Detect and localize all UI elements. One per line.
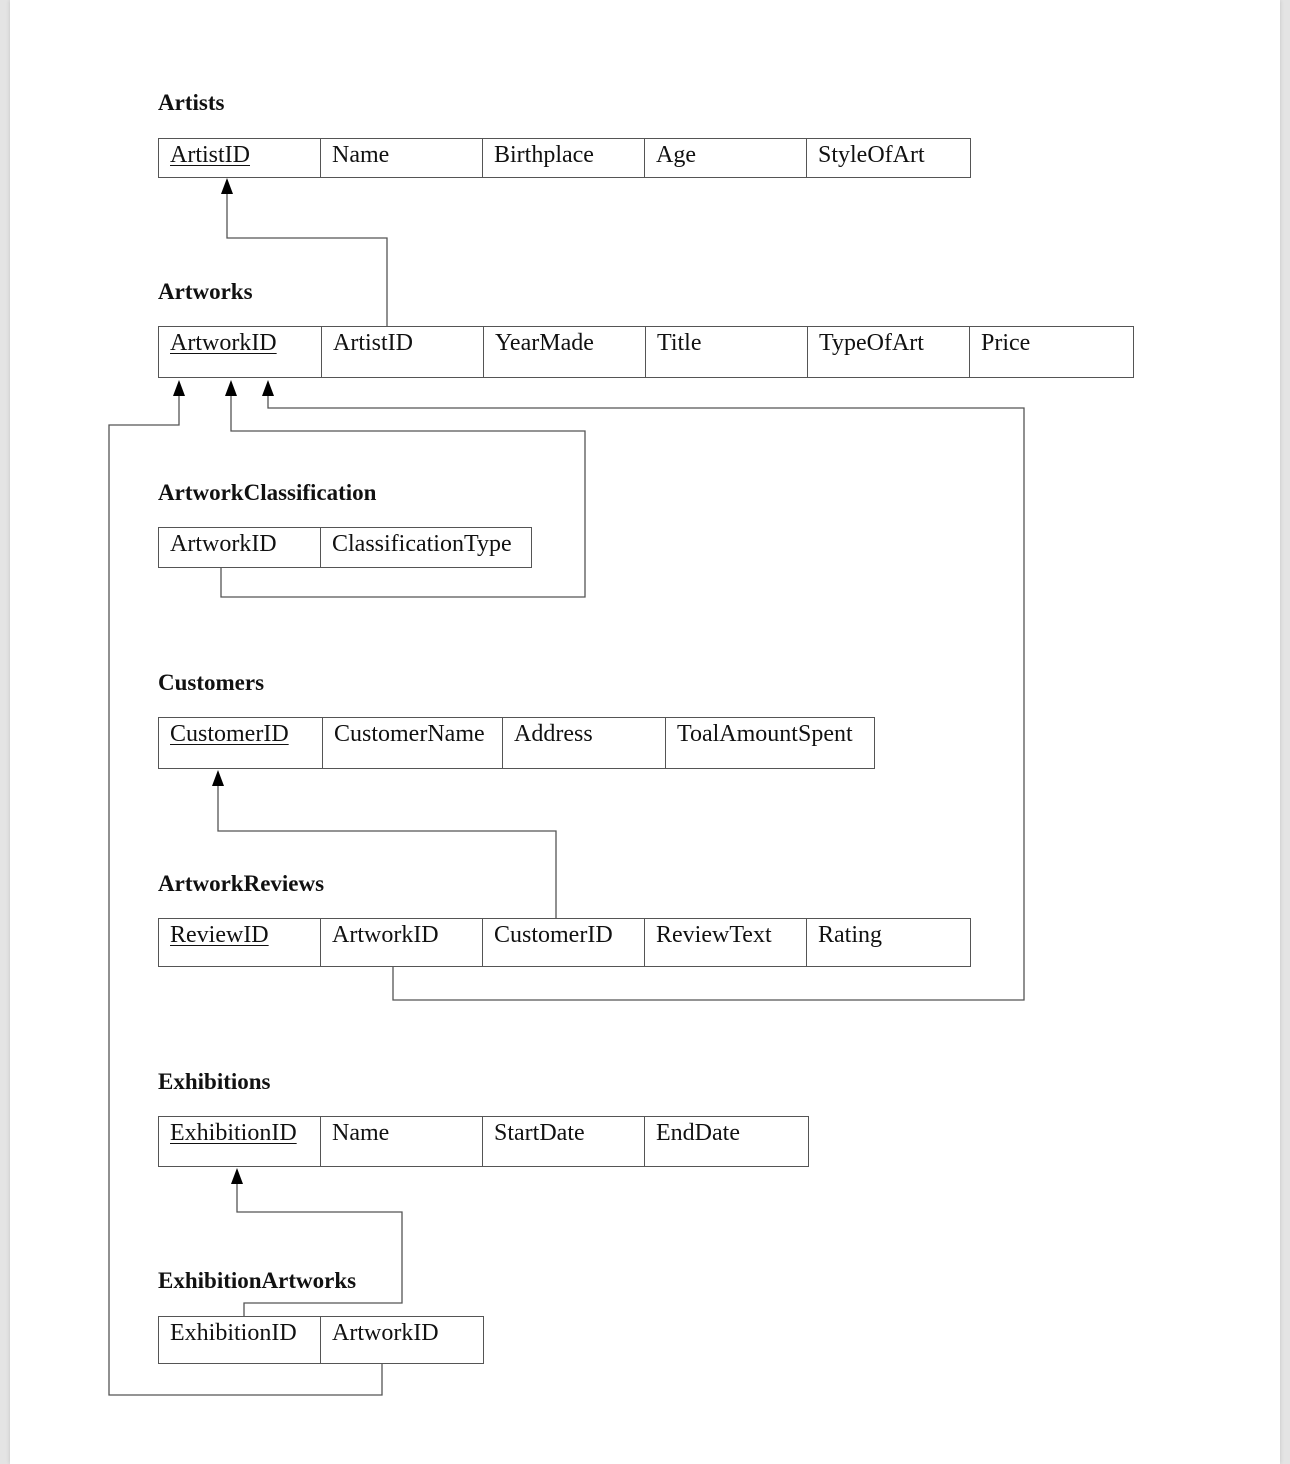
artworks-col-artistid: ArtistID: [322, 327, 484, 377]
table-exhibitions: [158, 1116, 809, 1167]
exhibitions-col-name: Name: [321, 1117, 483, 1166]
artists-col-name: Name: [321, 139, 483, 177]
table-artists: [158, 138, 971, 178]
artists-col-artistid: ArtistID: [159, 139, 321, 177]
exhibitions-col-enddate: EndDate: [656, 1120, 740, 1146]
artists-col-styleofart: StyleOfArt: [818, 142, 925, 168]
table-title-customers: Customers: [158, 670, 265, 695]
customers-col-address: Address: [503, 718, 666, 768]
customers-col-toalamountspent: ToalAmountSpent: [677, 721, 853, 747]
artworks-col-title: Title: [646, 327, 808, 377]
artwork-reviews-col-reviewtext: ReviewText: [645, 919, 807, 966]
artwork-reviews-col-rating: Rating: [818, 922, 882, 948]
artworks-col-price: Price: [981, 330, 1031, 356]
table-customers: [158, 717, 875, 769]
table-title-artwork-classification: ArtworkClassification: [158, 480, 377, 505]
table-exhibition-artworks: [158, 1316, 484, 1364]
table-title-exhibition-artworks: ExhibitionArtworks: [158, 1268, 357, 1293]
exhibitions-col-startdate: StartDate: [483, 1117, 645, 1166]
table-artwork-reviews: [158, 918, 971, 967]
exhibitions-col-exhibitionid: ExhibitionID: [159, 1117, 321, 1166]
table-title-artworks: Artworks: [158, 279, 253, 304]
exhibition-artworks-col-exhibitionid: ExhibitionID: [159, 1317, 321, 1363]
artists-col-age: Age: [645, 139, 807, 177]
artwork-classification-col-artworkid: ArtworkID: [159, 528, 321, 567]
artwork-reviews-col-customerid: CustomerID: [483, 919, 645, 966]
table-title-artwork-reviews: ArtworkReviews: [158, 871, 325, 896]
table-title-artists: Artists: [158, 90, 225, 115]
customers-col-customername: CustomerName: [323, 718, 503, 768]
exhibition-artworks-col-artworkid: ArtworkID: [332, 1320, 439, 1346]
table-artwork-classification: [158, 527, 532, 568]
artworks-col-yearmade: YearMade: [484, 327, 646, 377]
artwork-reviews-col-artworkid: ArtworkID: [321, 919, 483, 966]
artwork-classification-col-classificationtype: ClassificationType: [332, 531, 512, 557]
artists-col-birthplace: Birthplace: [483, 139, 645, 177]
artworks-col-typeofart: TypeOfArt: [808, 327, 970, 377]
customers-col-customerid: CustomerID: [159, 718, 323, 768]
artworks-col-artworkid: ArtworkID: [159, 327, 322, 377]
table-artworks: [158, 326, 1134, 378]
table-title-exhibitions: Exhibitions: [158, 1069, 271, 1094]
artwork-reviews-col-reviewid: ReviewID: [159, 919, 321, 966]
